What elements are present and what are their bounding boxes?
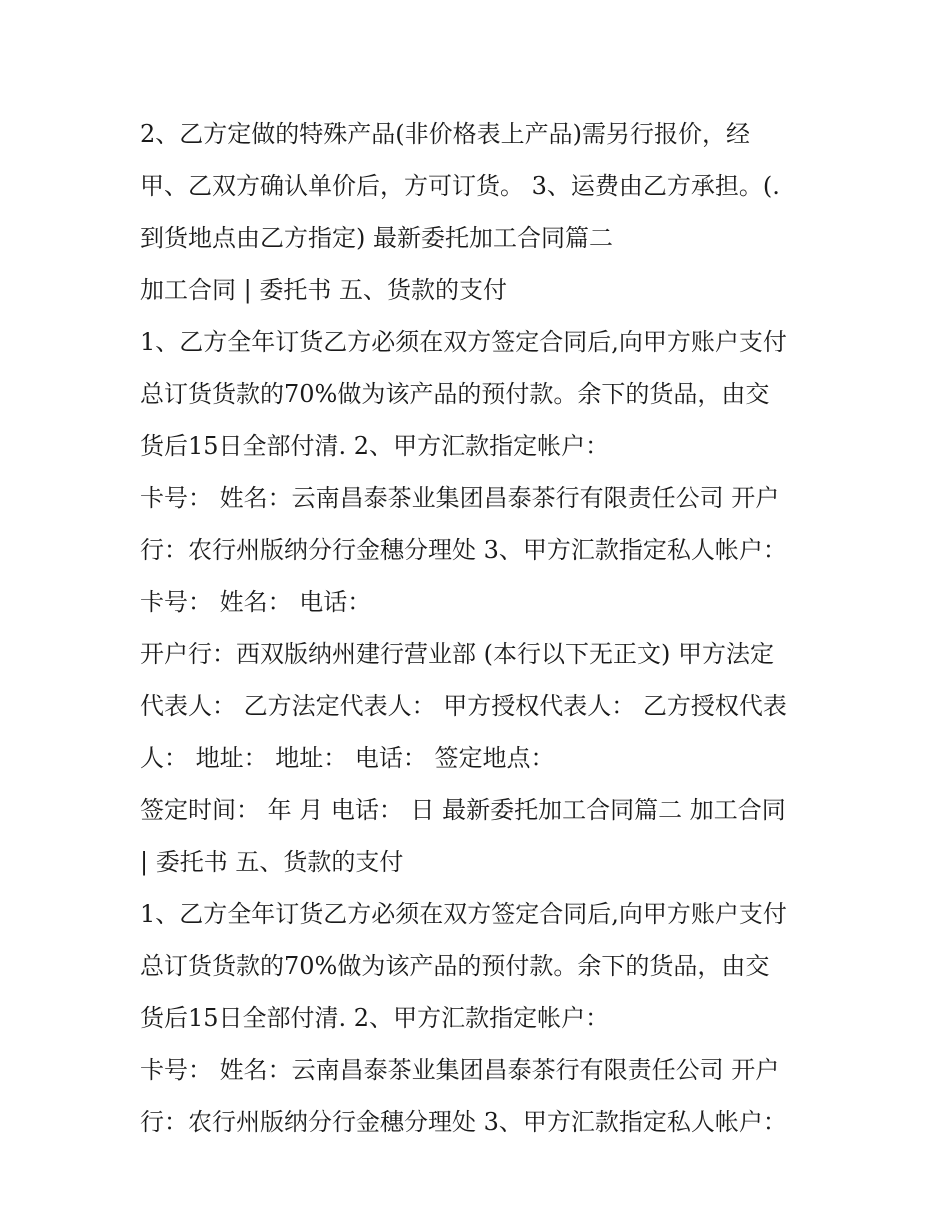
text-line: 卡号： 姓名：云南昌泰茶业集团昌泰茶行有限责任公司 开户 xyxy=(140,1056,780,1084)
contract-text xyxy=(140,108,820,1148)
text-line: 货后15日全部付清. 2、甲方汇款指定帐户： xyxy=(140,1004,610,1032)
text-line: 货后15日全部付清. 2、甲方汇款指定帐户： xyxy=(140,432,610,460)
text-line: 行：农行州版纳分行金穗分理处 3、甲方汇款指定私人帐户： xyxy=(140,1108,787,1136)
text-line: 代表人： 乙方法定代表人： 甲方授权代表人： 乙方授权代表 xyxy=(140,692,787,720)
text-line: 卡号： 姓名：云南昌泰茶业集团昌泰茶行有限责任公司 开户 xyxy=(140,484,780,512)
text-line: 总订货货款的70%做为该产品的预付款。余下的货品，由交 xyxy=(140,380,770,408)
text-line: 开户行：西双版纳州建行营业部 (本行以下无正文) 甲方法定 xyxy=(140,640,774,668)
text-line: 1、乙方全年订货乙方必须在双方签定合同后,向甲方账户支付 xyxy=(140,900,787,928)
text-line: 到货地点由乙方指定) 最新委托加工合同篇二 xyxy=(140,224,613,252)
text-line: 总订货货款的70%做为该产品的预付款。余下的货品，由交 xyxy=(140,952,770,980)
text-line: 甲、乙双方确认单价后，方可订货。 3、运费由乙方承担。(. xyxy=(140,172,780,200)
text-line: 加工合同 | 委托书 五、货款的支付 xyxy=(140,276,507,304)
text-line: | 委托书 五、货款的支付 xyxy=(140,848,404,876)
text-line: 2、乙方定做的特殊产品(非价格表上产品)需另行报价，经 xyxy=(140,120,750,148)
text-line: 行：农行州版纳分行金穗分理处 3、甲方汇款指定私人帐户： xyxy=(140,536,787,564)
text-line: 签定时间： 年 月 电话： 日 最新委托加工合同篇二 加工合同 xyxy=(140,796,786,824)
text-line: 1、乙方全年订货乙方必须在双方签定合同后,向甲方账户支付 xyxy=(140,328,787,356)
text-line: 人： 地址： 地址： 电话： 签定地点： xyxy=(140,744,555,772)
text-line: 卡号： 姓名： 电话： xyxy=(140,588,372,616)
